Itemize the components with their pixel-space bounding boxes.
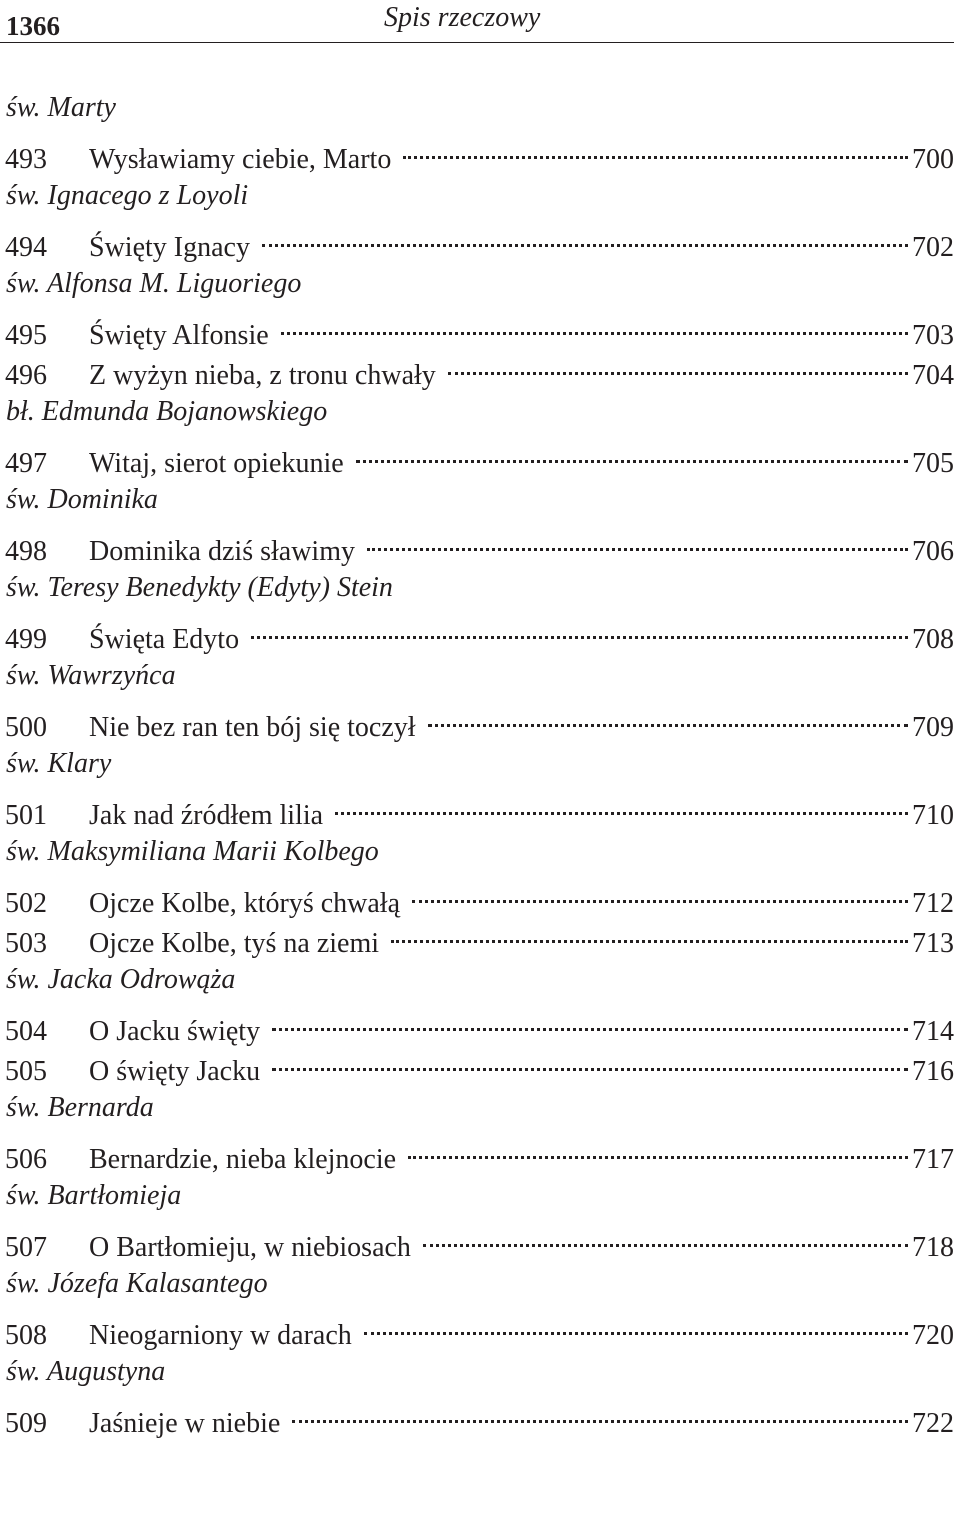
section-title: św. Alfonsa M. Liguoriego [6,268,302,299]
entry-title: Wysławiamy ciebie, Marto [89,144,392,175]
entry-title: O Jacku święty [89,1016,261,1047]
entry-number: 495 [5,320,47,351]
entry-title: O Bartłomieju, w niebiosach [89,1232,411,1263]
entry-title: Święta Edyto [89,624,240,655]
toc-group [0,392,954,479]
entry-number: 503 [5,928,47,959]
toc-entry[interactable] [0,1392,954,1439]
entry-number: 496 [5,360,47,391]
entry-page-number: 703 [912,320,954,351]
toc-group [0,744,954,831]
entry-page-number: 714 [912,1016,954,1047]
entry-page-number: 722 [912,1408,954,1439]
entry-title: Ojcze Kolbe, tyś na ziemi [89,928,380,959]
entry-page-number: 717 [912,1144,954,1175]
entry-number: 504 [5,1016,47,1047]
toc-group [0,480,954,567]
toc-group [0,656,954,743]
page-number: 1366 [6,11,60,41]
entry-title: O święty Jacku [89,1056,261,1087]
toc-group [0,1088,954,1175]
dot-leader [281,304,908,344]
toc-group [0,1352,954,1439]
table-of-contents [0,88,954,1439]
header-rule [0,42,954,43]
entry-title: Jak nad źródłem lilia [89,800,324,831]
entry-title: Witaj, sierot opiekunie [89,448,344,479]
entry-number: 506 [5,1144,47,1175]
entry-title: Święty Alfonsie [89,320,269,351]
dot-leader [391,912,908,952]
toc-entry[interactable] [0,432,954,479]
entry-number: 493 [5,144,47,175]
dot-leader [423,1216,908,1256]
dot-leader [272,1000,908,1040]
dot-leader [448,344,908,384]
entry-page-number: 718 [912,1232,954,1263]
toc-group [0,1176,954,1263]
dot-leader [292,1392,908,1432]
entry-page-number: 708 [912,624,954,655]
entry-page-number: 713 [912,928,954,959]
section-title: św. Teresy Benedykty (Edyty) Stein [6,572,393,603]
section-title: św. Józefa Kalasantego [6,1268,268,1299]
dot-leader [251,608,908,648]
entry-number: 501 [5,800,47,831]
entry-page-number: 706 [912,536,954,567]
entry-page-number: 709 [912,712,954,743]
entry-page-number: 705 [912,448,954,479]
entry-title: Bernardzie, nieba klejnocie [89,1144,397,1175]
entry-number: 508 [5,1320,47,1351]
toc-entry[interactable] [0,304,954,351]
toc-group [0,1264,954,1351]
section-title: św. Wawrzyńca [6,660,176,691]
dot-leader [408,1128,908,1168]
entry-page-number: 700 [912,144,954,175]
dot-leader [412,872,908,912]
entry-number: 500 [5,712,47,743]
dot-leader [272,1040,908,1080]
running-title: Spis rzeczowy [384,2,541,33]
section-title: św. Ignacego z Loyoli [6,180,249,211]
dot-leader [262,216,908,256]
toc-group [0,832,954,959]
entry-title: Z wyżyn nieba, z tronu chwały [89,360,436,391]
entry-title: Święty Ignacy [89,232,250,263]
section-title: św. Bartłomieja [6,1180,182,1211]
entry-number: 502 [5,888,47,919]
dot-leader [367,520,908,560]
toc-entry[interactable] [0,128,954,175]
page-header [0,0,960,46]
toc-group [0,88,954,175]
section-title: bł. Edmunda Bojanowskiego [6,396,328,427]
toc-group [0,960,954,1087]
entry-page-number: 720 [912,1320,954,1351]
entry-title: Dominika dziś sławimy [89,536,355,567]
section-title: św. Bernarda [6,1092,154,1123]
dot-leader [403,128,908,168]
toc-group [0,264,954,391]
entry-title: Jaśnieje w niebie [89,1408,281,1439]
toc-entry[interactable] [0,784,954,831]
dot-leader [364,1304,908,1344]
entry-page-number: 716 [912,1056,954,1087]
entry-number: 507 [5,1232,47,1263]
entry-page-number: 712 [912,888,954,919]
entry-number: 497 [5,448,47,479]
section-title: św. Klary [6,748,112,779]
section-title: św. Maksymiliana Marii Kolbego [6,836,379,867]
section-title: św. Jacka Odrowąża [6,964,236,995]
entry-page-number: 702 [912,232,954,263]
toc-entry[interactable] [0,1216,954,1263]
toc-entry[interactable] [0,1000,954,1047]
entry-title: Nie bez ran ten bój się toczył [89,712,416,743]
dot-leader [356,432,908,472]
dot-leader [335,784,908,824]
entry-title: Nieogarniony w darach [89,1320,352,1351]
entry-number: 509 [5,1408,47,1439]
toc-entry[interactable] [0,608,954,655]
entry-page-number: 710 [912,800,954,831]
toc-entry[interactable] [0,696,954,743]
section-title: św. Marty [6,92,116,123]
toc-entry[interactable] [0,1128,954,1175]
toc-entry[interactable] [0,520,954,567]
entry-title: Ojcze Kolbe, któryś chwałą [89,888,400,919]
entry-number: 499 [5,624,47,655]
toc-group [0,176,954,263]
entry-number: 505 [5,1056,47,1087]
toc-entry[interactable] [0,872,954,919]
entry-page-number: 704 [912,360,954,391]
dot-leader [428,696,908,736]
section-title: św. Augustyna [6,1356,166,1387]
entry-number: 494 [5,232,47,263]
toc-entry[interactable] [0,1304,954,1351]
section-title: św. Dominika [6,484,158,515]
entry-number: 498 [5,536,47,567]
toc-group [0,568,954,655]
toc-entry[interactable] [0,216,954,263]
